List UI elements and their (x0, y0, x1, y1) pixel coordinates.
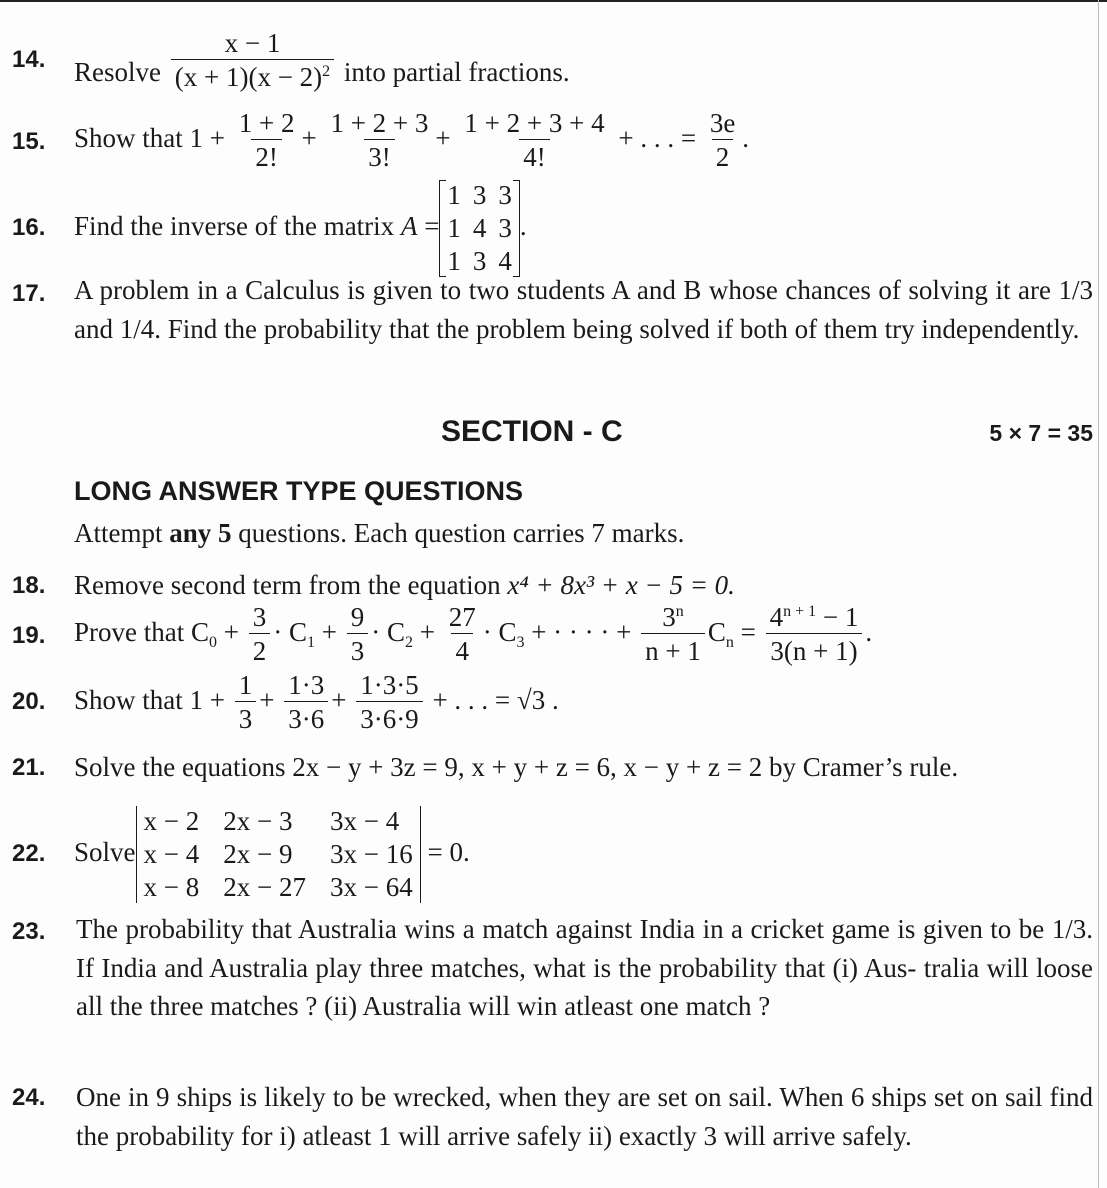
question-text: Solve the equations 2x − y + 3z = 9, x + y + z = 6, x − y + z = 2 by Cramer’s rule. (74, 752, 959, 782)
question-number: 24. (12, 1084, 46, 1111)
section-instructions: Attempt any 5 questions. Each question carries 7 marks. (74, 518, 685, 548)
question-number: 23. (12, 918, 46, 945)
question-text: Resolve $\frac{x - 1}{(x + 1)(x - 2)^2}$ into partial fractions. (74, 28, 570, 93)
fraction: $\frac{4^{n + 1} - 1}{3(n + 1)}$ (766, 602, 863, 667)
fraction: $\frac{1\cdot 3\cdot 5}{3\cdot 6\cdot 9}$ (356, 670, 422, 735)
fraction: $\frac{3}{2}$ (249, 602, 271, 667)
matrix-a (439, 180, 520, 277)
matrix-cell: 4 (498, 246, 512, 277)
determinant (136, 806, 421, 903)
matrix-cell: 3 (498, 180, 512, 210)
question-text: Find the inverse of the matrix A = 1 3 3 1 4 3 1 3 4 . (74, 180, 527, 277)
question-text: Show that 1 + $\frac{1 + 2}{2!}$ + $\frac{1 + 2 + 3}{3!}$ + $\frac{1 + 2 + 3 + 4}{4!}$ + . . . = $\frac{3e}{2}$ . (74, 108, 750, 173)
section-marks: 5 × 7 = 35 (989, 420, 1093, 446)
section-subtitle: LONG ANSWER TYPE QUESTIONS (74, 476, 524, 506)
fraction: $\frac{9}{3}$ (347, 602, 369, 667)
question-number: 19. (12, 622, 46, 649)
fraction: $\frac{x - 1}{(x + 1)(x - 2)^2}$ (171, 28, 334, 93)
fraction: $\frac{1 + 2 + 3 + 4}{4!}$ (464, 108, 605, 173)
question-number: 16. (12, 214, 46, 241)
question-text: Solve x − 2 2x − 3 3x − 4 x − 4 2x − 9 3x − 16 x − 8 2x − 27 3x − 64 = 0. (74, 806, 470, 903)
question-number: 15. (12, 128, 46, 155)
matrix-cell: 2x − 9 (223, 839, 293, 870)
question-24-text: One in 9 ships is likely to be wrecked, when they are set on sail. When 6 ships set on sail find the probability for i) atleast 1 will arrive safely ii) exactly 3 will arrive safely. (76, 1082, 1093, 1151)
matrix-cell: 1 (447, 213, 461, 244)
matrix-cell: 3 (472, 246, 487, 277)
matrix-cell: 3x − 64 (329, 872, 413, 903)
question-number: 18. (12, 572, 46, 599)
matrix-cell: 2x − 3 (223, 806, 293, 836)
matrix-cell: x − 2 (143, 806, 200, 836)
section-title: SECTION - C (441, 415, 623, 448)
fraction: $\frac{3e}{2}$ (709, 108, 736, 173)
question-text: Prove that $C_0$ + $\frac{3}{2}$ · $C_1$ + $\frac{9}{3}$ · $C_2$ + $\frac{27}{4}$ · $C_3$ + · · · · + $\frac{3^n}{n + 1}$ $C_n$ = $\frac{4^{n + 1} - 1}{3(n + 1)}$ . (74, 602, 873, 667)
fraction: $\frac{27}{4}$ (448, 602, 476, 667)
question-number: 21. (12, 754, 46, 781)
matrix-cell: x − 4 (143, 839, 200, 870)
fraction: $\frac{1}{3}$ (235, 670, 257, 735)
question-number: 20. (12, 688, 46, 715)
matrix-cell: 3 (498, 213, 512, 244)
fraction: $\frac{1 + 2}{2!}$ (238, 108, 295, 173)
right-margin-rule (1098, 0, 1099, 1188)
matrix-cell: x − 8 (143, 872, 200, 903)
fraction: $\frac{1\cdot 3}{3\cdot 6}$ (284, 670, 328, 735)
fraction: $\frac{3^n}{n + 1}$ (641, 602, 705, 667)
matrix-cell: 4 (472, 213, 487, 244)
question-number: 17. (12, 280, 46, 307)
matrix-cell: 2x − 27 (223, 872, 306, 903)
question-23-text: The probability that Australia wins a match against India in a cricket game is given to be 1/3. If India and Australia play three matches, what is the probability that (i) Aus- tralia will loose all the three matches ? (ii) Australia will win atleast one match ? (76, 914, 1093, 1021)
matrix-cell: 3x − 16 (329, 839, 413, 870)
matrix-cell: 3 (472, 180, 487, 210)
question-number: 22. (12, 840, 46, 867)
question-number: 14. (12, 46, 46, 73)
question-17-text: A problem in a Calculus is given to two students A and B whose chances of solving it are 1/3 and 1/4. Find the probability that the problem being solved if both of them try independently. (74, 275, 1093, 344)
matrix-cell: 1 (447, 180, 461, 210)
matrix-cell: 3x − 4 (329, 806, 400, 836)
question-text: Show that 1 + $\frac{1}{3}$ + $\frac{1\cdot 3}{3\cdot 6}$ + $\frac{1\cdot 3\cdot 5}{3\cdot 6\cdot 9}$ + . . . = √3 . (74, 670, 559, 735)
top-rule (0, 0, 1107, 2)
fraction: $\frac{1 + 2 + 3}{3!}$ (330, 108, 429, 173)
question-text: Remove second term from the equation x⁴ + 8x³ + x − 5 = 0. (74, 570, 735, 600)
matrix-cell: 1 (447, 246, 461, 277)
